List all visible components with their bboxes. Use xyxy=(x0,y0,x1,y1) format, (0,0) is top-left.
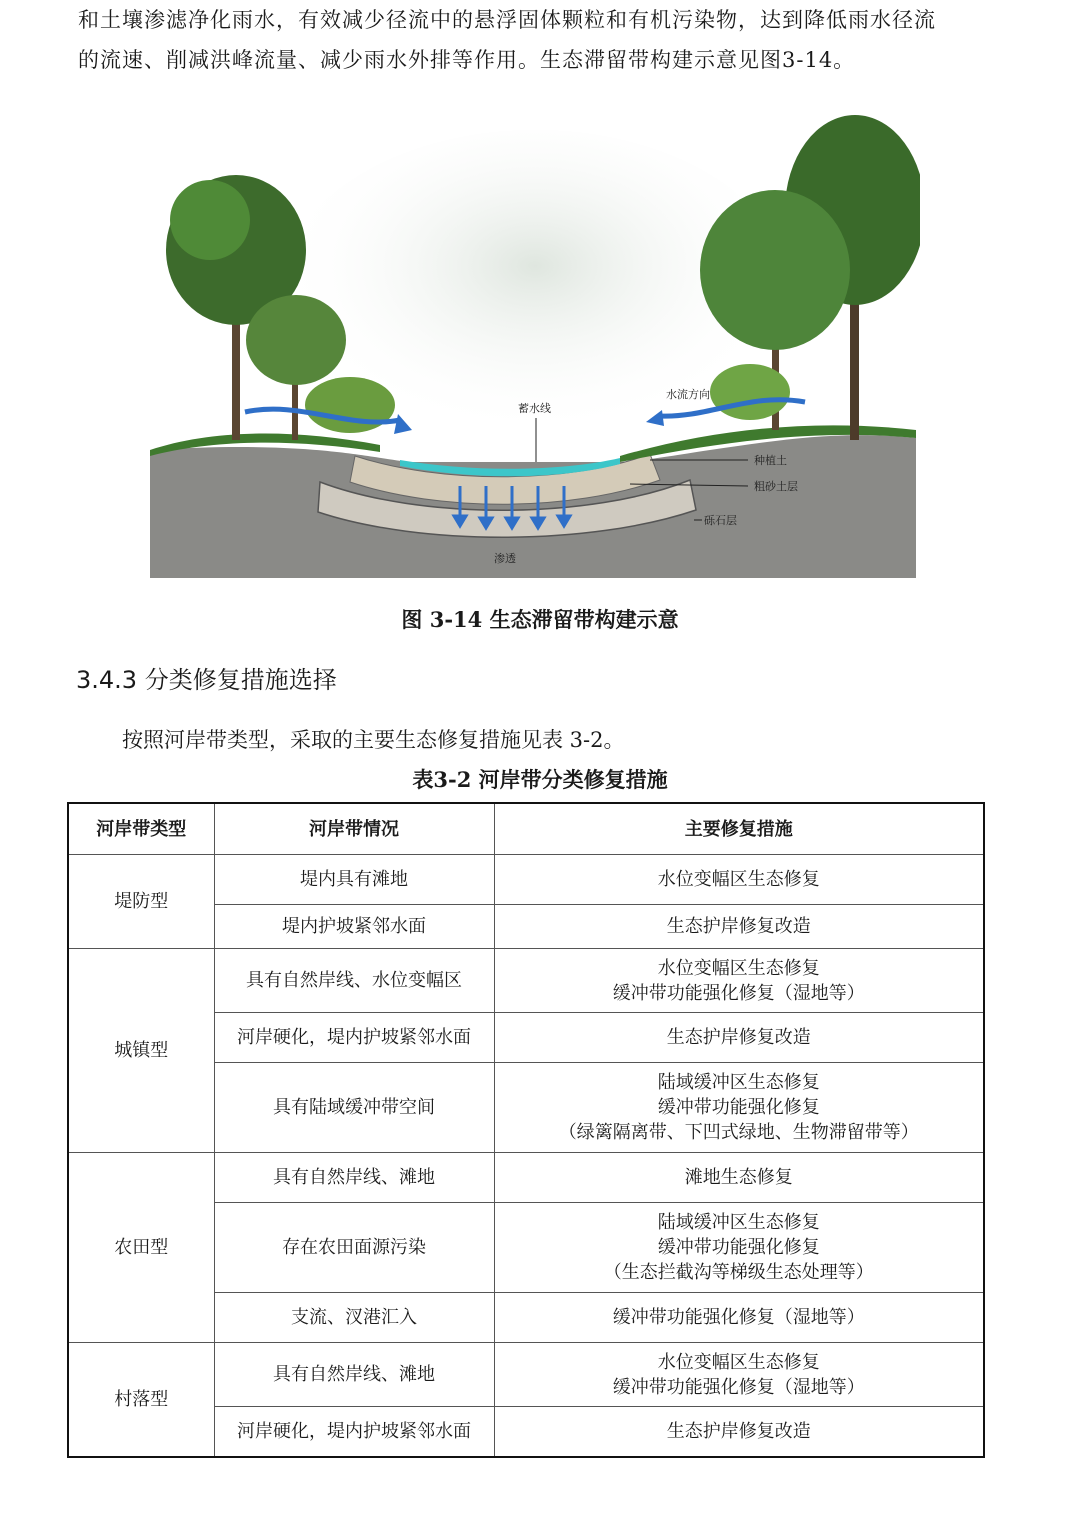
measure-line: 生态护岸修复改造 xyxy=(666,916,811,937)
measure-line: 缓冲带功能强化修复（湿地等） xyxy=(612,1376,865,1398)
situation-cell: 具有自然岸线、水位变幅区 xyxy=(214,949,494,1013)
measure-cell xyxy=(494,1407,984,1457)
measure-line: 水位变幅区生态修复 xyxy=(657,869,820,890)
section-heading: 3.4.3 分类修复措施选择 xyxy=(76,666,337,694)
situation-cell: 具有陆域缓冲带空间 xyxy=(214,1063,494,1153)
table-row xyxy=(68,1153,984,1203)
measure-line: 缓冲带功能强化修复 xyxy=(657,1237,820,1258)
measure-line: 陆域缓冲区生态修复 xyxy=(657,1212,820,1233)
measure-line: 滩地生态修复 xyxy=(684,1167,793,1188)
measure-line: 生态护岸修复改造 xyxy=(666,1027,811,1048)
tree-right xyxy=(700,115,920,440)
measure-line: （绿篱隔离带、下凹式绿地、生物滞留带等） xyxy=(558,1122,919,1143)
measure-cell xyxy=(494,1063,984,1153)
bioretention-diagram xyxy=(150,100,920,580)
measure-line: 缓冲带功能强化修复（湿地等） xyxy=(612,982,865,1004)
table-row xyxy=(68,855,984,905)
situation-cell: 具有自然岸线、滩地 xyxy=(214,1153,494,1203)
measure-cell xyxy=(494,855,984,905)
header-bank-situation: 河岸带情况 xyxy=(214,803,494,855)
table-caption: 表3-2 河岸带分类修复措施 xyxy=(412,767,668,792)
section-intro: 按照河岸带类型，采取的主要生态修复措施见表 3-2。 xyxy=(122,728,625,752)
situation-cell: 河岸硬化，堤内护坡紧邻水面 xyxy=(214,1407,494,1457)
measure-cell xyxy=(494,1343,984,1407)
header-bank-type: 河岸带类型 xyxy=(68,803,214,855)
bank-type-cell: 农田型 xyxy=(68,1153,214,1343)
label-infiltration: 渗透 xyxy=(494,552,516,565)
situation-cell: 堤内具有滩地 xyxy=(214,855,494,905)
bank-type-cell: 城镇型 xyxy=(68,949,214,1153)
measure-cell xyxy=(494,1203,984,1293)
measure-cell xyxy=(494,1153,984,1203)
situation-cell: 堤内护坡紧邻水面 xyxy=(214,905,494,949)
label-planting-soil: 种植土 xyxy=(754,454,787,467)
body-paragraph xyxy=(78,0,1008,80)
label-coarse-sand: 粗砂土层 xyxy=(754,480,798,493)
measure-line: 缓冲带功能强化修复 xyxy=(657,1097,820,1118)
bank-type-cell: 堤防型 xyxy=(68,855,214,949)
bank-type-cell: 村落型 xyxy=(68,1343,214,1457)
table-row xyxy=(68,949,984,1013)
label-gravel: 砾石层 xyxy=(704,514,737,527)
situation-cell: 存在农田面源污染 xyxy=(214,1203,494,1293)
paragraph-line: 和土壤渗滤净化雨水，有效减少径流中的悬浮固体颗粒和有机污染物，达到降低雨水径流 xyxy=(78,8,936,32)
measure-line: 缓冲带功能强化修复（湿地等） xyxy=(612,1307,865,1328)
figure-caption: 图 3-14 生态滞留带构建示意 xyxy=(401,607,679,632)
restoration-measures-table xyxy=(67,802,985,1458)
table-row xyxy=(68,1343,984,1407)
label-flow-direction: 水流方向 xyxy=(666,388,710,401)
measure-cell xyxy=(494,949,984,1013)
table-header-row xyxy=(68,803,984,855)
measure-cell xyxy=(494,1013,984,1063)
measure-cell xyxy=(494,905,984,949)
measure-line: （生态拦截沟等梯级生态处理等） xyxy=(603,1262,874,1283)
paragraph-line: 的流速、削减洪峰流量、减少雨水外排等作用。生态滞留带构建示意见图3-14。 xyxy=(78,48,856,72)
measure-cell xyxy=(494,1293,984,1343)
label-storage-line: 蓄水线 xyxy=(518,402,551,415)
situation-cell: 河岸硬化，堤内护坡紧邻水面 xyxy=(214,1013,494,1063)
situation-cell: 支流、汊港汇入 xyxy=(214,1293,494,1343)
situation-cell: 具有自然岸线、滩地 xyxy=(214,1343,494,1407)
measure-line: 水位变幅区生态修复 xyxy=(657,1351,820,1373)
measure-line: 陆域缓冲区生态修复 xyxy=(657,1072,820,1093)
measure-line: 生态护岸修复改造 xyxy=(666,1420,811,1442)
header-main-measures: 主要修复措施 xyxy=(494,803,984,855)
measure-line: 水位变幅区生态修复 xyxy=(657,957,820,979)
